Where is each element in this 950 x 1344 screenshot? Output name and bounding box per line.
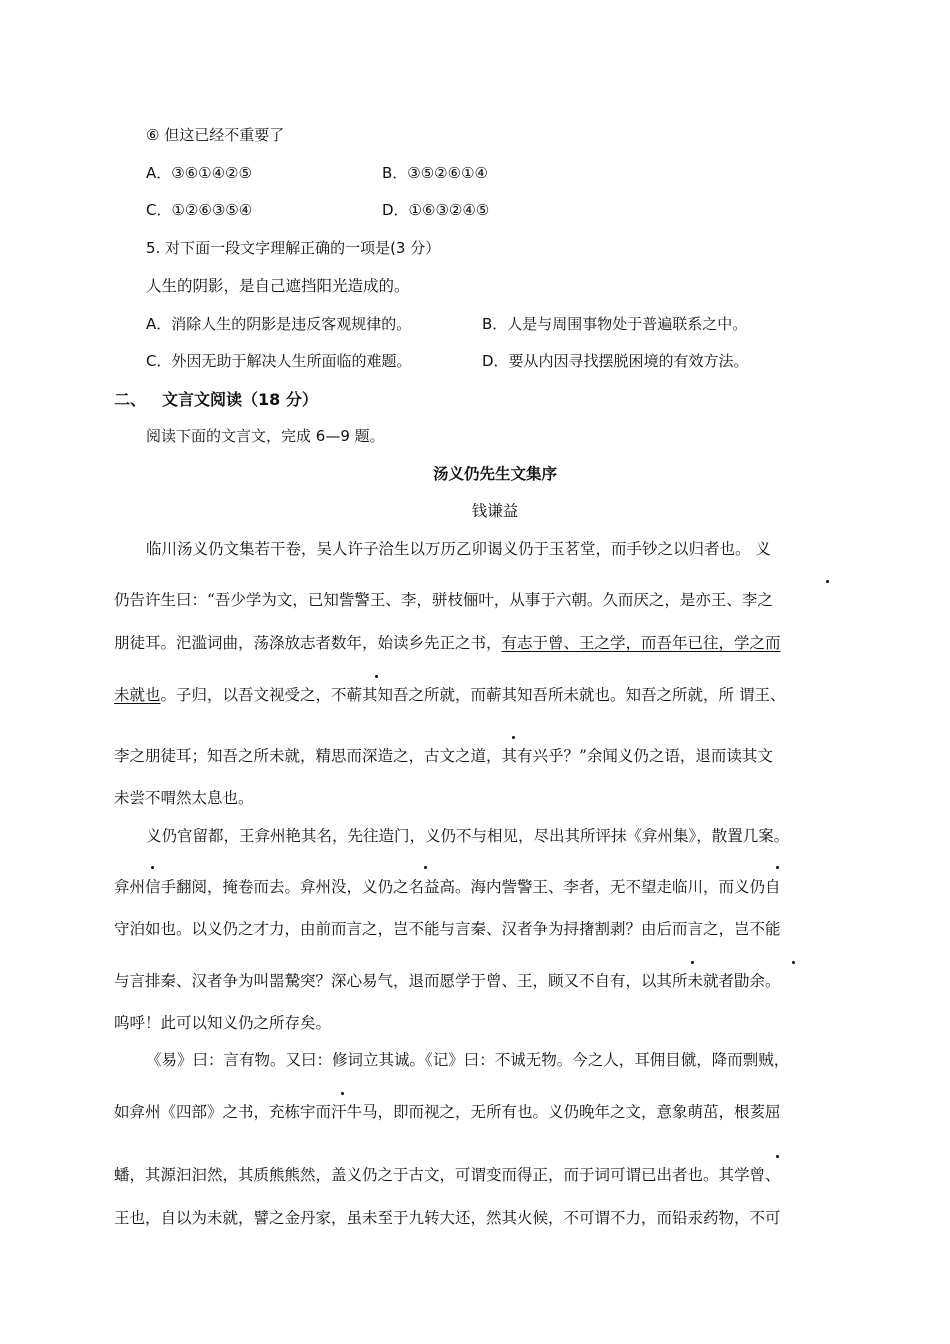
article-line: 如弇州《四部》之书，充栋宇而汗牛马，即而视之，无所有也。义仍晚年之文，意象萌茁，根荄屈 <box>114 1103 781 1121</box>
q4-option-d: D．①⑥③②④⑤ <box>382 201 490 219</box>
item-6: ⑥ 但这已经不重要了 <box>146 126 285 144</box>
section-instruction: 阅读下面的文言文，完成 6—9 题。 <box>146 427 385 445</box>
article-line: 弇州信手翻阅，掩卷而去。弇州没，义仍之名益高。海内訾警王、李者，无不望走临川，而义仍自 <box>114 878 781 896</box>
article-line: 守泊如也。以义仍之才力，由前而言之，岂不能与言秦、汉者争为挦撦割剥？由后而言之，岂不能 <box>114 920 781 938</box>
article-line: 仍告许生曰：“吾少学为文，已知訾警王、李，骈枝俪叶，从事于六朝。久而厌之，是亦王、李之 <box>114 591 773 609</box>
article-line: 义仍官留都，王弇州艳其名，先往造门，义仍不与相见，尽出其所评抹《弇州集》，散置几案。 <box>146 827 790 845</box>
article-line <box>114 632 781 654</box>
emphasis-dot <box>341 1092 344 1095</box>
article-line: 蟠，其源汩汩然，其质熊熊然，盖义仍之于古文，可谓变而得正，而于词可谓已出者也。其学曾、 <box>114 1166 781 1184</box>
q5-quote: 人生的阴影，是自己遮挡阳光造成的。 <box>146 277 410 295</box>
emphasis-dot <box>691 961 694 964</box>
article-line: 未尝不喟然太息也。 <box>114 789 254 807</box>
q5-option-b: B．人是与周围事物处于普遍联系之中。 <box>482 315 748 333</box>
emphasis-dot <box>375 675 378 678</box>
emphasis-dot <box>792 961 795 964</box>
q5-option-a: A．消除人生的阴影是违反客观规律的。 <box>146 315 412 333</box>
emphasis-dot <box>776 866 779 869</box>
emphasis-dot <box>776 1155 779 1158</box>
q5-option-c: C．外因无助于解决人生所面临的难题。 <box>146 352 412 370</box>
article-title: 汤义仍先生文集序 <box>432 465 557 483</box>
underlined-sentence-part-2: 未就也 <box>114 686 161 704</box>
article-line: 呜呼！此可以知义仍之所存矣。 <box>114 1014 332 1032</box>
article-line-text: 朋徒耳。汜滥词曲，荡涤放志者数年，始读乡先正之书， <box>114 634 502 652</box>
emphasis-dot <box>512 736 515 739</box>
q4-option-c: C．①②⑥③⑤④ <box>146 201 253 219</box>
article-line: 临川汤义仍文集若干卷，吴人许子洽生以万历乙卯谒义仍于玉茗堂，而手钞之以归者也。 义 <box>146 540 771 558</box>
emphasis-dot <box>151 866 154 869</box>
article-line <box>114 684 785 706</box>
emphasis-dot <box>826 580 829 583</box>
article-line: 《易》曰：言有物。又曰：修词立其诚。《记》曰：不诚无物。今之人，耳佣目僦，降而剽贼， <box>146 1051 790 1069</box>
article-line-text: 。子归，以吾文视受之，不蕲其知吾之所就，而蕲其知吾所未就也。知吾之所就，所 谓王、 <box>160 686 786 704</box>
article-author: 钱谦益 <box>471 502 519 520</box>
q5-stem: 5. 对下面一段文字理解正确的一项是(3 分） <box>146 239 441 257</box>
underlined-sentence-part-1: 有志于曾、王之学，而吾年已往，学之而 <box>501 634 781 652</box>
q4-option-a: A．③⑥①④②⑤ <box>146 164 252 182</box>
q4-option-b: B．③⑤②⑥①④ <box>382 164 488 182</box>
emphasis-dot <box>424 866 427 869</box>
q5-option-d: D．要从内因寻找摆脱困境的有效方法。 <box>482 352 749 370</box>
article-line: 与言排秦、汉者争为叫噐騺突？深心易气，退而愿学于曾、王，顾又不自有，以其所未就者勖余。 <box>114 972 781 990</box>
section-heading: 文言文阅读（18 分） <box>162 390 318 409</box>
article-line: 李之朋徒耳；知吾之所未就，精思而深造之，古文之道，其有兴乎？”余闻义仍之语，退而读其文 <box>114 747 773 765</box>
article-line: 王也，自以为未就，譬之金丹家，虽未至于九转大还，然其火候，不可谓不力，而铅汞药物，不可 <box>114 1209 781 1227</box>
section-number: 二、 <box>114 390 147 409</box>
